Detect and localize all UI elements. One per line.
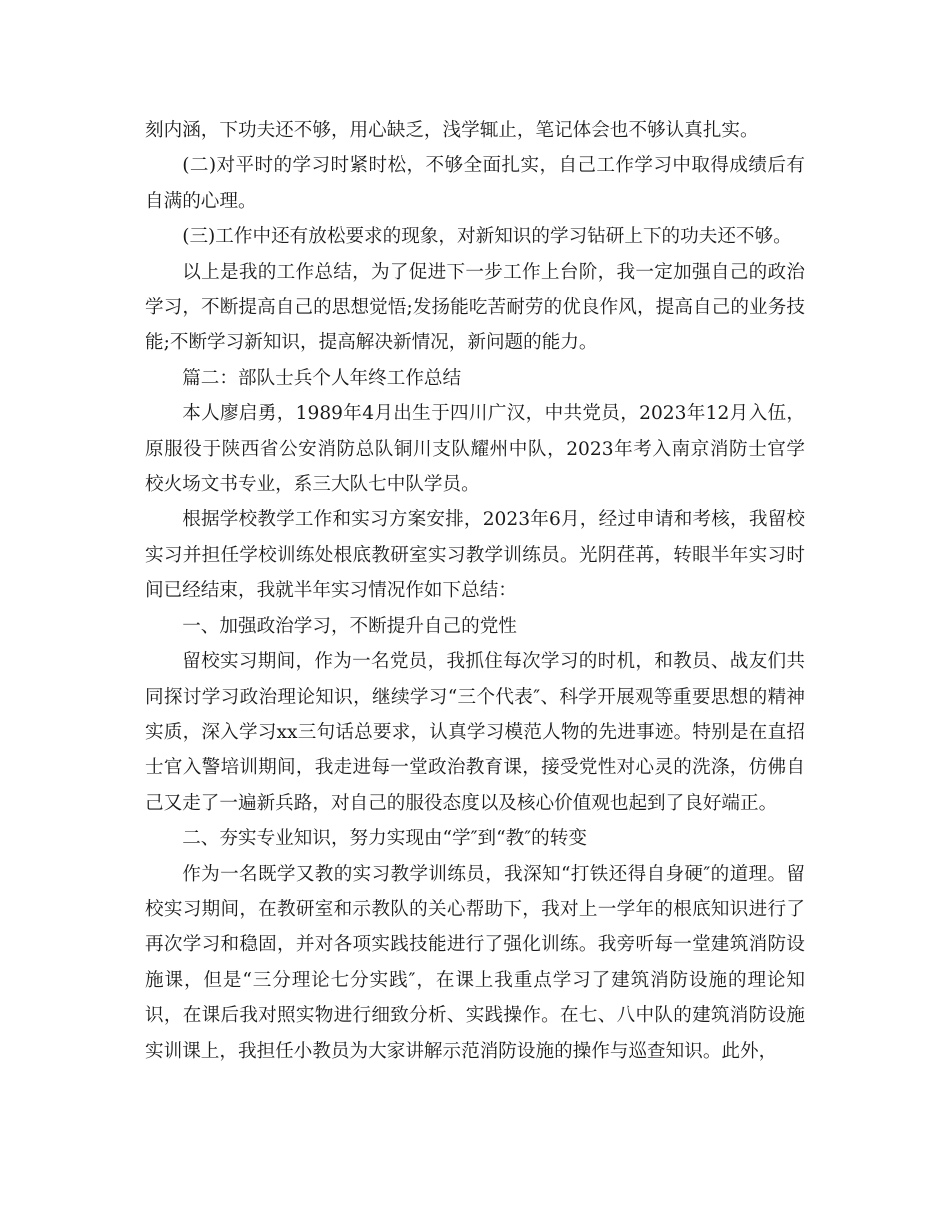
heading-professional-knowledge: 二、夯实专业知识，努力实现由“学″到“教″的转变 <box>182 828 587 850</box>
section-heading-part-two: 篇二：部队士兵个人年终工作总结 <box>182 367 462 389</box>
paragraph-professional-knowledge: 作为一名既学又教的实习教学训练员，我深知“打铁还得自身硬″的道理。留校实习期间，在教研室和示教队的关心帮助下，我对上一学年的根底知识进行了再次学习和稳固，并对各项实践技能进行了强化训练。我旁听每一堂建筑消防设施课，但是“三分理论七分实践″，在课上我重点学习了建筑消防设施的理论知识，在课后我对照实物进行细致分析、实践操作。在七、八中队的建筑消防设施实训课上，我担任小教员为大家讲解示范消防设施的操作与巡查知识。此外， <box>145 863 805 1062</box>
paragraph-summary: 以上是我的工作总结，为了促进下一步工作上台阶，我一定加强自己的政治学习，不断提高自己的思想觉悟;发扬能吃苦耐劳的优良作风，提高自己的业务技能;不断学习新知识，提高解决新情况，新问题的能力。 <box>145 261 805 354</box>
paragraph-political-study: 留校实习期间，作为一名党员，我抓住每次学习的时机，和教员、战友们共同探讨学习政治理论知识，继续学习“三个代表″、科学开展观等重要思想的精神实质，深入学习xx三句话总要求，认真学习模范人物的先进事迹。特别是在直招士官入警培训期间，我走进每一堂政治教育课，接受党性对心灵的洗涤，仿佛自己又走了一遍新兵路，对自己的服役态度以及核心价值观也起到了良好端正。 <box>145 651 805 814</box>
paragraph-internship: 根据学校教学工作和实习方案安排，2023年6月，经过申请和考核，我留校实习并担任学校训练处根底教研室实习教学训练员。光阴荏苒，转眼半年实习时间已经结束，我就半年实习情况作如下总结： <box>145 509 805 602</box>
heading-political-study: 一、加强政治学习，不断提升自己的党性 <box>182 615 517 637</box>
paragraph-continuation: 刻内涵，下功夫还不够，用心缺乏，浅学辄止，笔记体会也不够认真扎实。 <box>145 120 759 141</box>
paragraph-point-three: (三)工作中还有放松要求的现象，对新知识的学习钻研上下的功夫还不够。 <box>182 226 792 248</box>
paragraph-point-two: (二)对平时的学习时紧时松，不够全面扎实，自己工作学习中取得成绩后有自满的心理。 <box>145 155 805 212</box>
document-body <box>145 113 805 1069</box>
paragraph-self-intro: 本人廖启勇，1989年4月出生于四川广汉，中共党员，2023年12月入伍，原服役于陕西省公安消防总队铜川支队耀州中队，2023年考入南京消防士官学校火场文书专业，系三大队七中队学员。 <box>145 403 805 496</box>
